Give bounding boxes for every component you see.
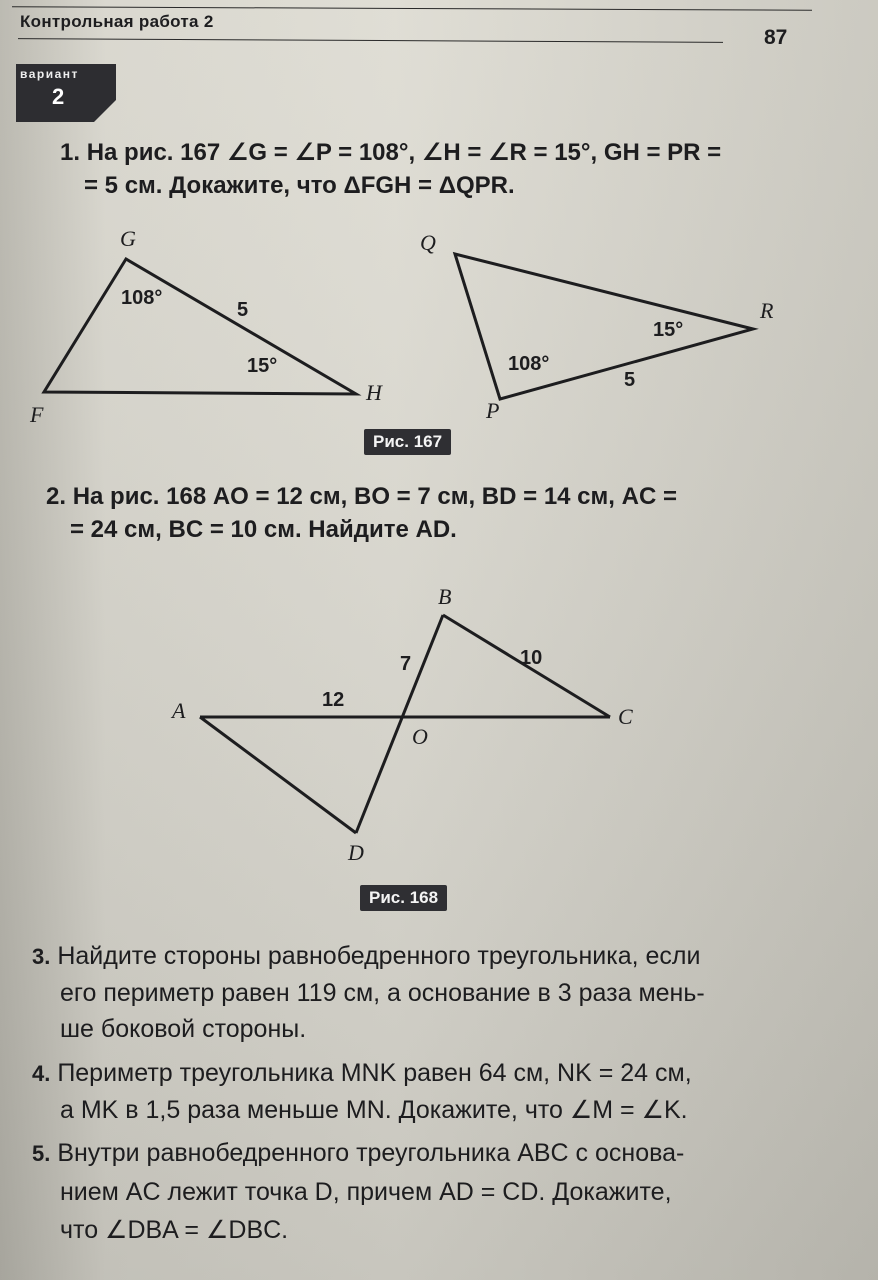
problem-text-line: Найдите стороны равнобедренного треугольника, если xyxy=(57,942,701,970)
problem-text-line: ше боковой стороны. xyxy=(60,1015,307,1043)
vertex-h-label: H xyxy=(366,380,382,405)
problem-5 xyxy=(32,1134,684,1249)
problem-number: 4. xyxy=(32,1061,51,1086)
side-gh-label: 5 xyxy=(237,299,249,321)
segment-bo-label: 7 xyxy=(400,653,412,675)
problem-text-line: Периметр треугольника MNK равен 64 см, NK = 24 см, xyxy=(57,1059,692,1087)
vertex-q-label: Q xyxy=(420,230,436,255)
problem-text-line: На рис. 168 AO = 12 см, BO = 7 см, BD = 14 см, AC = xyxy=(72,483,677,510)
segment-bc-label: 10 xyxy=(520,647,543,669)
variant-number: 2 xyxy=(52,84,65,109)
problem-4 xyxy=(32,1055,692,1128)
segment-ad xyxy=(200,717,356,833)
header-title: Контрольная работа 2 xyxy=(20,12,214,31)
angle-g-label: 108° xyxy=(121,287,163,309)
figure-167-caption: Рис. 167 xyxy=(364,429,451,455)
vertex-d-label: D xyxy=(348,840,364,865)
segment-bd xyxy=(356,615,443,833)
problem-text-line: что ∠DBA = ∠DBC. xyxy=(60,1216,289,1244)
point-o-label: O xyxy=(412,724,428,749)
problem-text-line: а MK в 1,5 раза меньше MN. Докажите, что ∠M = ∠K. xyxy=(60,1096,688,1124)
figure-168-caption: Рис. 168 xyxy=(360,885,447,911)
problem-number: 5. xyxy=(32,1141,51,1166)
problem-number: 2. xyxy=(46,483,67,510)
angle-p-label: 108° xyxy=(508,353,550,375)
problem-text-line: нием AC лежит точка D, причем AD = CD. Докажите, xyxy=(60,1178,672,1206)
problem-text-line: На рис. 167 ∠G = ∠P = 108°, ∠H = ∠R = 15°, GH = PR = xyxy=(86,139,722,166)
problem-text-line: его периметр равен 119 см, а основание в 3 раза мень- xyxy=(60,979,705,1007)
problem-number: 3. xyxy=(32,944,51,969)
angle-h-label: 15° xyxy=(247,355,278,377)
problem-3 xyxy=(32,938,705,1047)
vertex-f-label: F xyxy=(30,402,44,427)
figure-168-lines xyxy=(200,615,610,833)
vertex-b-label: B xyxy=(438,584,452,609)
vertex-p-label: P xyxy=(486,398,500,423)
problem-text-line: Внутри равнобедренного треугольника ABC с основа- xyxy=(57,1139,685,1167)
segment-ao-label: 12 xyxy=(322,689,345,711)
problem-text-line: = 24 см, BC = 10 см. Найдите AD. xyxy=(70,516,457,543)
variant-label: вариант xyxy=(20,67,79,81)
vertex-r-label: R xyxy=(760,298,774,323)
vertex-a-label: A xyxy=(172,698,186,723)
page-number: 87 xyxy=(764,26,788,49)
vertex-g-label: G xyxy=(120,226,136,251)
angle-r-label: 15° xyxy=(653,319,684,341)
problem-text-line: = 5 см. Докажите, что ΔFGH = ΔQPR. xyxy=(84,172,515,199)
problem-number: 1. xyxy=(60,139,81,166)
vertex-c-label: C xyxy=(618,704,633,729)
side-pr-label: 5 xyxy=(624,369,636,391)
